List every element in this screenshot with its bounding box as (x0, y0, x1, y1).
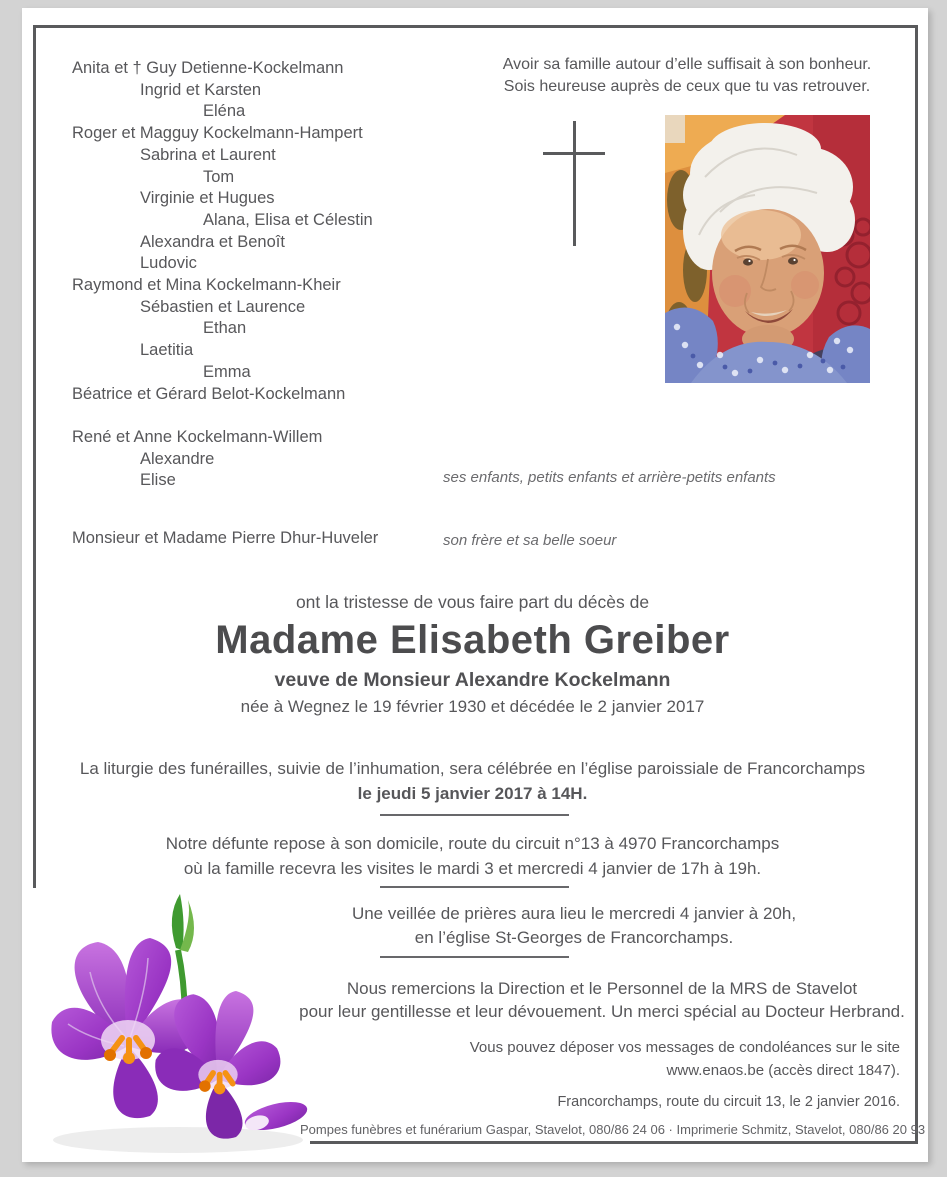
epigraph-line: Sois heureuse auprès de ceux que tu vas retrouver. (503, 77, 871, 95)
family-line: Alexandre (140, 449, 215, 468)
thanks-line: pour leur gentillesse et leur dévouement. Un merci spécial au Docteur Herbrand. (299, 1002, 905, 1021)
family-line: Roger et Magguy Kockelmann-Hampert (72, 124, 363, 143)
funeral-paragraph (33, 756, 912, 806)
deceased-name: Madame Elisabeth Greiber (215, 618, 730, 662)
family-line: Tom (203, 167, 235, 186)
cross-horizontal-bar (543, 152, 605, 155)
repose-paragraph (33, 831, 912, 881)
birth-death-line: née à Wegnez le 19 février 1930 et décédée le 2 janvier 2017 (240, 697, 705, 716)
family-relationship-caption: ses enfants, petits enfants et arrière-petits enfants (443, 469, 776, 486)
sibling-names: Monsieur et Madame Pierre Dhur-Huveler (72, 529, 379, 547)
thanks-line: Nous remercions la Direction et le Personnel de la MRS de Stavelot (346, 979, 858, 998)
section-divider (380, 814, 569, 816)
family-line: Béatrice et Gérard Belot-Kockelmann (72, 384, 346, 403)
family-line: Virginie et Hugues (140, 189, 275, 208)
family-list (72, 58, 452, 492)
family-line: Eléna (203, 102, 246, 121)
cross-vertical-bar (573, 121, 576, 246)
repose-line: Notre défunte repose à son domicile, route du circuit n°13 à 4970 Francorchamps (165, 834, 780, 853)
family-line: Ethan (203, 319, 247, 338)
vigil-line: en l’église St-Georges de Francorchamps. (414, 927, 734, 947)
widow-line: veuve de Monsieur Alexandre Kockelmann (274, 669, 671, 691)
family-line: Sabrina et Laurent (140, 145, 276, 164)
condolences-website: www.enaos.be (accès direct 1847). (666, 1062, 900, 1079)
family-line: Ludovic (140, 254, 197, 273)
place-date-line: Francorchamps, route du circuit 13, le 2 janvier 2016. (557, 1094, 900, 1110)
condolences-line: Vous pouvez déposer vos messages de condoléances sur le site (469, 1039, 900, 1056)
family-line: Anita et † Guy Detienne-Kockelmann (72, 59, 344, 77)
family-line: René et Anne Kockelmann-Willem (72, 427, 323, 446)
portrait-photo (665, 115, 870, 383)
funeral-line: La liturgie des funérailles, suivie de l’inhumation, sera célébrée en l’église paroissiale de Francorchamps (79, 759, 866, 778)
epigraph-line: Avoir sa famille autour d’elle suffisait à son bonheur. (502, 56, 872, 73)
announcement-intro: ont la tristesse de vous faire part du décès de (295, 592, 650, 612)
thanks-paragraph (280, 977, 924, 1023)
vigil-paragraph (214, 902, 934, 949)
family-line: Raymond et Mina Kockelmann-Kheir (72, 276, 341, 295)
condolences-paragraph (400, 1036, 900, 1082)
funeral-datetime: le jeudi 5 janvier 2017 à 14H. (357, 784, 588, 803)
family-line: Alana, Elisa et Célestin (203, 210, 373, 229)
sibling-relationship-caption: son frère et sa belle soeur (443, 532, 617, 549)
section-divider (380, 886, 569, 888)
section-divider (380, 956, 569, 958)
family-line: Alexandra et Benoît (140, 232, 285, 251)
vigil-line: Une veillée de prières aura lieu le mercredi 4 janvier à 20h, (351, 904, 797, 923)
portrait-illustration (665, 115, 870, 383)
family-line: Sébastien et Laurence (140, 297, 306, 316)
family-line: Ingrid et Karsten (140, 80, 262, 99)
family-line: Emma (203, 362, 251, 381)
epigraph (477, 54, 897, 97)
repose-line: où la famille recevra les visites le mardi 3 et mercredi 4 janvier de 17h à 19h. (183, 859, 762, 878)
family-line: Elise (140, 471, 176, 490)
family-line: Laetitia (140, 341, 194, 360)
funeral-home-printer-line: Pompes funèbres et funérarium Gaspar, Stavelot, 080/86 24 06 · Imprimerie Schmitz, Stavelot, 080/86 20 93 (300, 1122, 926, 1137)
